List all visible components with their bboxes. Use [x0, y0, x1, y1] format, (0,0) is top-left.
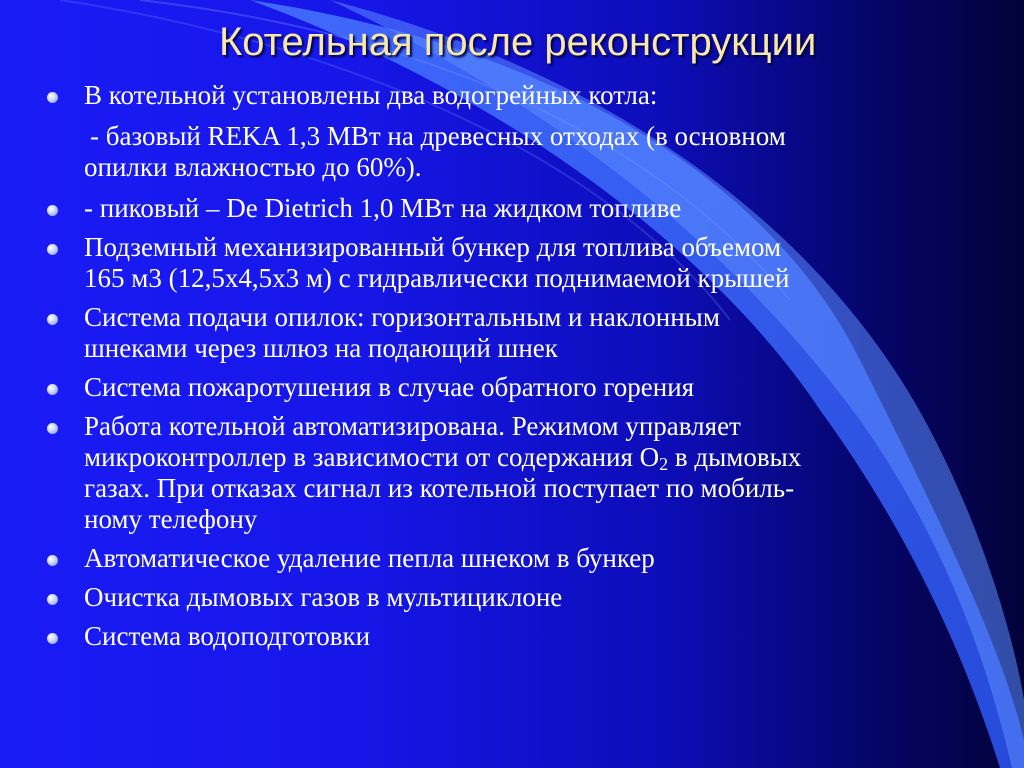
bullet-text-line: в дымовых	[668, 442, 802, 472]
bullet-text-line: шнеками через шлюз на подающий шнек	[84, 333, 558, 363]
bullet-item	[44, 232, 1004, 294]
bullet-text-line: Подземный механизированный бункер для топлива объемом	[84, 232, 782, 262]
bullet-item	[44, 302, 1004, 364]
bullet-icon	[47, 92, 58, 103]
bullet-icon	[47, 384, 58, 395]
bullet-item	[44, 621, 1004, 652]
bullet-icon	[47, 423, 58, 434]
bullet-text: - пиковый – De Dietrich 1,0 МВт на жидком топливе	[84, 193, 682, 223]
bullet-list	[44, 80, 1004, 660]
bullet-item	[44, 543, 1004, 574]
bullet-item	[44, 411, 1004, 535]
bullet-text-line: 165 м3 (12,5х4,5х3 м) с гидравлически поднимаемой крышей	[84, 263, 790, 293]
slide-title: Котельная после реконструкции	[219, 20, 817, 64]
bullet-text-line: Система подачи опилок: горизонтальным и наклонным	[84, 302, 720, 332]
bullet-text-line: ному телефону	[84, 504, 258, 534]
bullet-icon	[47, 314, 58, 325]
bullet-text-line: - базовый REKA 1,3 МВт на древесных отходах (в основном	[90, 121, 786, 151]
bullet-text: Система пожаротушения в случае обратного горения	[84, 372, 695, 402]
bullet-text: Система водоподготовки	[84, 621, 371, 651]
bullet-text: Автоматическое удаление пепла шнеком в бункер	[84, 543, 655, 573]
subscript: 2	[659, 454, 669, 474]
bullet-item	[44, 193, 1004, 224]
bullet-text-line: микроконтроллер в зависимости от содержания О	[84, 442, 660, 472]
bullet-item	[44, 372, 1004, 403]
bullet-icon	[47, 555, 58, 566]
bullet-item	[44, 582, 1004, 613]
bullet-item	[44, 80, 1004, 111]
bullet-subitem	[44, 121, 1004, 183]
bullet-icon	[47, 205, 58, 216]
bullet-icon	[47, 633, 58, 644]
bullet-icon	[47, 244, 58, 255]
bullet-text-line: газах. При отказах сигнал из котельной поступает по мобиль-	[84, 473, 795, 503]
bullet-icon	[47, 594, 58, 605]
bullet-text-line: Работа котельной автоматизирована. Режимом управляет	[84, 411, 741, 441]
bullet-text: Очистка дымовых газов в мультициклоне	[84, 582, 563, 612]
bullet-text-line: опилки влажностью до 60%).	[84, 152, 422, 182]
bullet-text: В котельной установлены два водогрейных котла:	[84, 80, 658, 110]
